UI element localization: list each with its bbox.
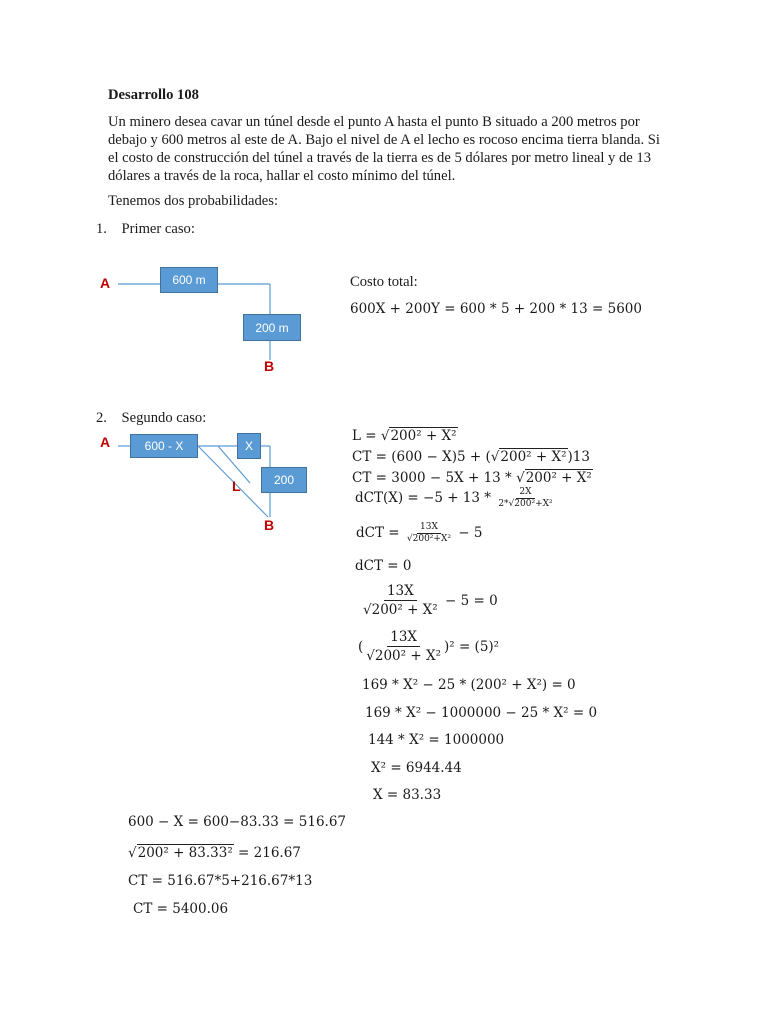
final-600-minus-x: 600 − X = 600−83.33 = 516.67 — [128, 814, 347, 830]
case2-box-600-x: 600 - X — [130, 434, 198, 458]
step-derivative-fraction: $\frac{2X}{\text{2*√200²+X²}}$ — [498, 487, 553, 509]
step-equation-zero: $\frac{13X}{\text{√200² + X²}}$ − 5 = 0 — [360, 583, 498, 620]
case2-box-x: X — [237, 433, 261, 459]
step-derivative: dCT(X) = −5 + 13 * $\frac{2X}{\text{2*√200²+X²}}$ — [355, 487, 556, 510]
case2-label-l: L — [232, 478, 241, 494]
final-ct-result: CT = 5400.06 — [133, 901, 229, 917]
step-equation-zero-fraction: $\frac{13X}{\text{√200² + X²}}$ — [363, 583, 438, 618]
case2-heading: 2. Segundo caso: — [96, 410, 207, 426]
step-169-expanded: 169 * X² − 1000000 − 25 * X² = 0 — [365, 705, 598, 721]
step-ct-expression: CT = (600 − X)5 + (√200² + X²)13 — [352, 449, 590, 465]
case2-label-a: A — [100, 434, 111, 450]
step-x-squared: X² = 6944.44 — [371, 760, 462, 776]
case1-cost-label: Costo total: — [350, 274, 418, 290]
case1-label-b: B — [264, 358, 275, 374]
case1-label-a: A — [100, 275, 111, 291]
step-square-fraction: $\frac{13X}{\text{√200² + X²}}$ — [366, 629, 441, 664]
document-title: Desarrollo 108 — [108, 87, 199, 103]
final-ct-formula: CT = 516.67*5+216.67*13 — [128, 873, 313, 889]
case1-cost-equation: 600X + 200Y = 600 * 5 + 200 * 13 = 5600 — [350, 301, 642, 317]
step-derivative-zero: dCT = 0 — [355, 558, 412, 574]
case2-label-b: B — [264, 517, 275, 533]
step-ct-expanded: CT = 3000 − 5X + 13 * √200² + X² — [352, 470, 592, 486]
step-169: 169 * X² − 25 * (200² + X²) = 0 — [362, 677, 576, 693]
step-derivative-simplified: dCT = $\frac{13X}{\text{√200²+X²}}$ − 5 — [356, 522, 483, 544]
step-l-definition: L = √200² + X² — [352, 428, 457, 444]
final-hypotenuse: √200² + 83.33² = 216.67 — [128, 845, 301, 861]
step-derivative-simplified-fraction: $\frac{13X}{\text{√200²+X²}}$ — [406, 522, 451, 544]
problem-statement: Un minero desea cavar un túnel desde el punto A hasta el punto B situado a 200 metros por debajo y 600 metros al este de A. Bajo el nivel de A el lecho es rocoso encima tierra blanda. Si el costo de construcción del túnel a través de la tierra es de 5 dólares por metro lineal y de 13 dólares a través de la roca, hallar el costo mínimo del túnel. — [108, 114, 660, 184]
case1-heading: 1. Primer caso: — [96, 221, 195, 237]
step-144: 144 * X² = 1000000 — [368, 732, 505, 748]
case1-box-600m: 600 m — [160, 267, 218, 293]
case2-box-200: 200 — [261, 467, 307, 493]
case1-box-200m: 200 m — [243, 314, 301, 341]
step-x-value: X = 83.33 — [373, 787, 442, 803]
step-square-both-sides: ( $\frac{13X}{\text{√200² + X²}}$ )² = (5)² — [358, 629, 500, 664]
intro-text: Tenemos dos probabilidades: — [108, 193, 279, 209]
